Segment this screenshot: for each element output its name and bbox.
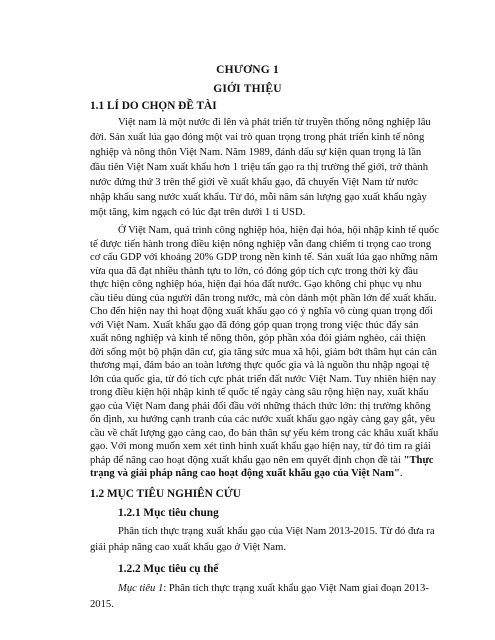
text-line: nước đứng thứ 3 trên thế giới về xuất khẩu gạo, đã chuyển Việt Nam từ nước [90, 177, 418, 188]
text-line: Phân tích thực trạng xuất khẩu gạo của Việt Nam 2013-2015. Từ đó đưa ra [118, 526, 435, 537]
chapter-number: CHƯƠNG 1 [216, 64, 279, 76]
text-line: giải pháp nâng cao xuất khẩu gạo ở Việt Nam. [90, 542, 286, 553]
text-line: Ở Việt Nam, quá trình công nghiệp hóa, hiện đại hóa, hội nhập kinh tế quốc [118, 225, 440, 236]
text-line: nhập khẩu sang nước xuất khẩu. Từ đó, mỗi năm sản lượng gạo xuất khẩu ngày [90, 192, 427, 203]
text-line: ổn định, xu hướng cạnh tranh của các nước xuất khẩu gạo ngày càng gay gắt, yêu [90, 414, 436, 425]
text-line: cầu về chất lượng gạo càng cao, đo bản thân sự yếu kém trong các khâu xuất khẩu [90, 427, 439, 439]
text-line: đời. Sản xuất lúa gạo đóng một vai trò quan trọng trong phát triển kinh tế nông [90, 132, 425, 143]
text-line: lớn của quốc gia, từ đó tích cực phát triển đất nước Việt Nam. Tuy nhiên hiện nay [90, 373, 437, 385]
text-line: vừa qua đã đạt nhiều thành tựu to lớn, có đóng góp tích cực trong thời kỳ đầu [90, 265, 418, 277]
text-line: gạo của Việt Nam đang phải đối đầu với những thách thức lớn: thị trường không [90, 400, 431, 412]
subsection-heading-1-2-2: 1.2.2 Mục tiêu cụ thể [118, 563, 219, 575]
text-line: thực hiện công nghiệp hóa, hiện đại hóa đất nước. Gạo không chỉ phục vụ nhu [90, 279, 422, 290]
text-span: pháp để nâng cao hoạt động xuất khẩu gạo nên em quyết định chọn đề tài [90, 454, 404, 466]
subsection-heading-1-2-1: 1.2.1 Mục tiêu chung [118, 507, 219, 519]
text-line: trong điều kiện hội nhập kinh tế quốc tế ngày càng sâu rộng hiện nay, xuất khẩu [90, 387, 429, 398]
text-line: đời sống một bộ phận dân cư, gia tăng sức mua xã hội, giảm bớt thâm hụt cán cân [90, 346, 437, 358]
thesis-title-bold: trạng và giải pháp nâng cao hoạt động xuất khẩu gạo của Việt Nam" [90, 468, 400, 479]
text-line: gạo. Với mong muốn xem xét tình hình xuất khẩu gạo hiện nay, từ đó tìm ra giải [90, 441, 431, 452]
chapter-title: GIỚI THIỆU [213, 83, 282, 95]
text-line: một tăng, kim ngạch có lúc đạt trên dưới 1 tỉ USD. [90, 207, 306, 218]
text-span: . [399, 468, 403, 479]
section-heading-1-2: 1.2 MỤC TIÊU NGHIÊN CỨU [90, 488, 241, 500]
text-line [90, 467, 403, 481]
text-line: tế được tiến hành trong điều kiện nông nghiệp vẫn đang chiếm tỉ trọng cao trong [90, 238, 432, 250]
text-line: Cho đến hiện nay thì hoạt động xuất khẩu gạo có ý nghĩa vô cùng quan trọng đối [90, 306, 433, 317]
text-line: cơ cấu GDP với khoảng 20% GDP trong nền kinh tế. Sản xuất lúa gạo những năm [90, 252, 438, 263]
text-line [118, 582, 429, 596]
text-line: cầu tiêu dùng của người dân trong nước, mà còn dành một phần lớn để xuất khẩu. [90, 292, 437, 304]
text-span: : Phân tích thực trạng xuất khẩu gạo Việt Nam giai đoạn 2013- [163, 583, 429, 594]
text-line [90, 454, 434, 468]
text-line: đầu tiên Việt Nam xuất khẩu hơn 1 triệu tấn gạo ra thị trường thế giới, trở thành [90, 162, 428, 173]
goal-label: Mục tiêu 1 [118, 583, 164, 594]
thesis-title-bold: "Thực [403, 454, 434, 466]
text-line: nghiệp và nông thôn Việt Nam. Năm 1989, đánh dấu sự kiện quan trọng là lần [90, 147, 422, 158]
text-line: với Việt Nam. Xuất khẩu gạo đã đóng góp quan trọng trong việc thúc đẩy sản [90, 319, 419, 331]
text-line: thương mại, đảm bảo an toàn lương thực quốc gia và là nguồn thu nhập ngoại tệ [90, 360, 430, 371]
text-line: xuất nông nghiệp và kinh tế nông thôn, góp phần xóa đói giảm nghèo, cải thiện [90, 333, 426, 344]
section-heading-1-1: 1.1 LÍ DO CHỌN ĐỀ TÀI [90, 100, 217, 112]
text-line: 2015. [90, 599, 114, 610]
text-line: Việt nam là một nước đi lên và phát triển từ truyền thống nông nghiệp lâu [118, 117, 431, 128]
